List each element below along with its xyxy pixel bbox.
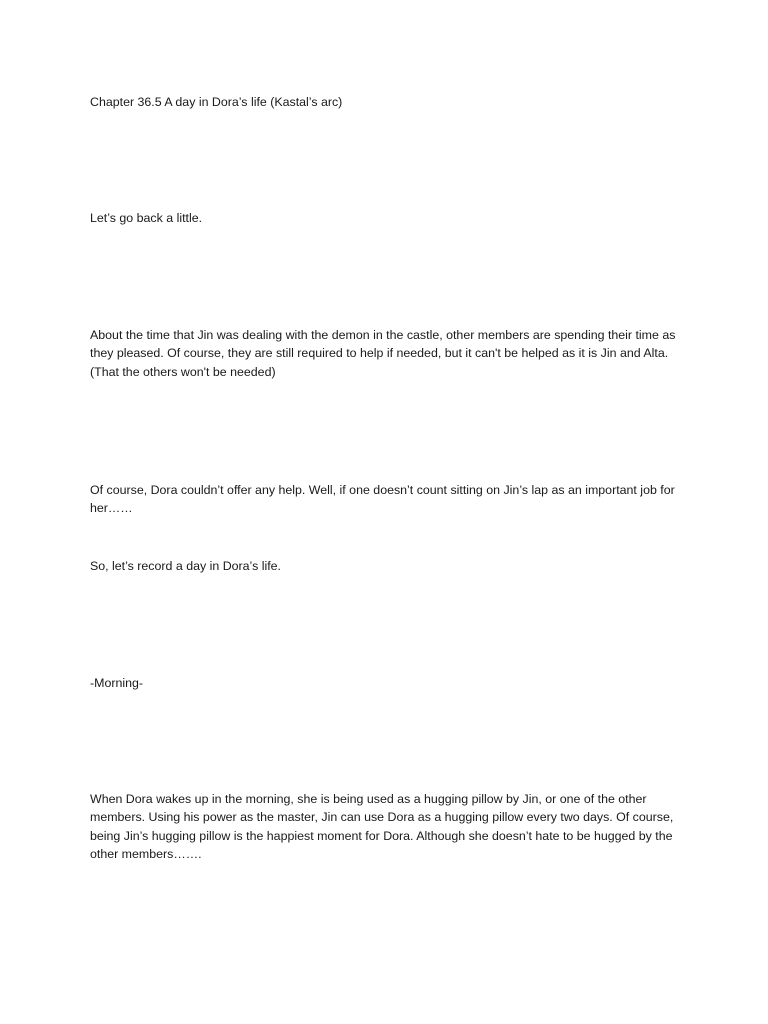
section-heading: -Morning-: [90, 676, 144, 690]
chapter-title: Chapter 36.5 A day in Dora’s life (Kastal’s arc): [90, 95, 343, 109]
paragraph: Of course, Dora couldn’t offer any help. Well, if one doesn’t count sitting on Jin’s lap as an important job for her……: [90, 483, 675, 516]
paragraph: About the time that Jin was dealing with the demon in the castle, other members are spending their time as they pleased. Of course, they are still required to help if needed, but it can't be helped as it is Jin and Alta. (That the others won't be needed): [90, 328, 676, 379]
paragraph: Let’s go back a little.: [90, 211, 203, 225]
paragraph: When Dora wakes up in the morning, she is being used as a hugging pillow by Jin, or one of the other members. Using his power as the master, Jin can use Dora as a hugging pillow every two days. Of course, being Jin’s hugging pillow is the happiest moment for Dora. Although she doesn’t hate to be hugged by the other members…….: [90, 792, 674, 862]
paragraph: So, let’s record a day in Dora’s life.: [90, 559, 282, 573]
